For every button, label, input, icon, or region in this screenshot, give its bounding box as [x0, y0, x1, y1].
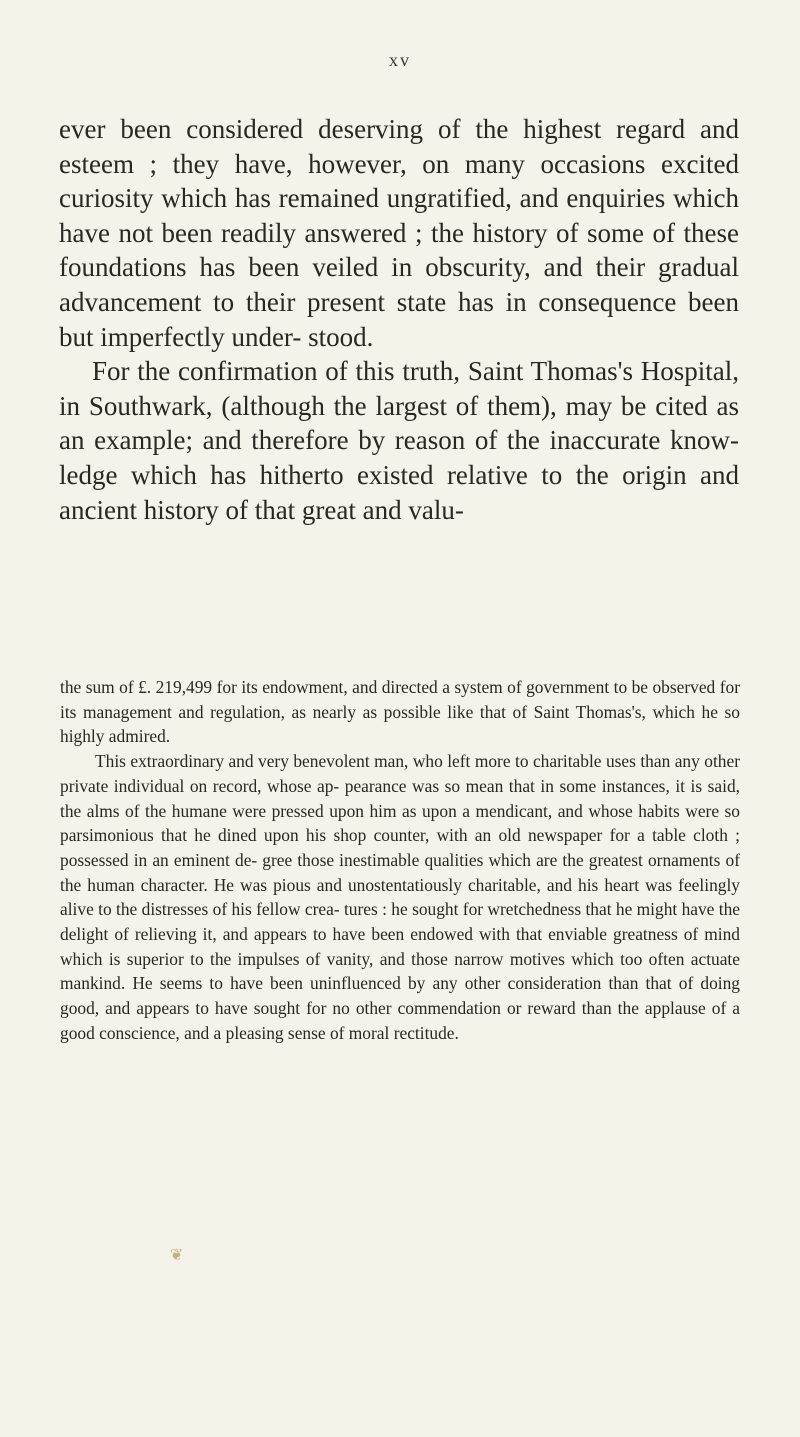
main-paragraph-1: ever been considered deserving of the highest regard and esteem ; they have, however, on many occasions excited curiosity which has remained ungratified, and enquiries which have not been readily answered ; the history of some of these foundations has been veiled in obscurity, and their gradual advancement to their present state has in consequence been but imperfectly under- stood. — [59, 114, 739, 352]
page-number: xv — [389, 50, 411, 70]
printer-mark-icon: ❦ — [170, 1245, 184, 1264]
footnote-paragraph-2: This extraordinary and very benevolent man, who left more to charitable uses than any other private individual on record, whose ap- pearance was so mean that in some instances, it is said, the alms of the humane were pressed upon him as upon a mendicant, and whose habits were so parsimonious that he dined upon his shop counter, with an old newspaper for a table cloth ; possessed in an eminent de- gree those inestimable qualities which are the greatest ornaments of the human character. He was pious and unostentatiously charitable, and his heart was feelingly alive to the distresses of his fellow crea- tures : he sought for wretchedness that he might have the delight of relieving it, and appears to have been endowed with that enviable greatness of mind which is superior to the impulses of vanity, and those narrow motives which too often actuate mankind. He seems to have been uninfluenced by any other consideration than that of doing good, and appears to have sought for no other commendation or reward than the applause of a good conscience, and a pleasing sense of moral rectitude. — [60, 751, 740, 1043]
footnote-paragraph-1: the sum of £. 219,499 for its endowment, and directed a system of government to be observed for its management and regulation, as nearly as possible like that of Saint Thomas's, which he so highly admired. — [60, 677, 740, 747]
main-text — [59, 112, 739, 527]
footnote — [60, 675, 740, 1046]
main-paragraph-2: For the confirmation of this truth, Saint Thomas's Hospital, in Southwark, (although the largest of them), may be cited as an example; and therefore by reason of the inaccurate know- ledge which has hitherto existed relative to the origin and ancient history of that great and valu- — [59, 356, 739, 525]
